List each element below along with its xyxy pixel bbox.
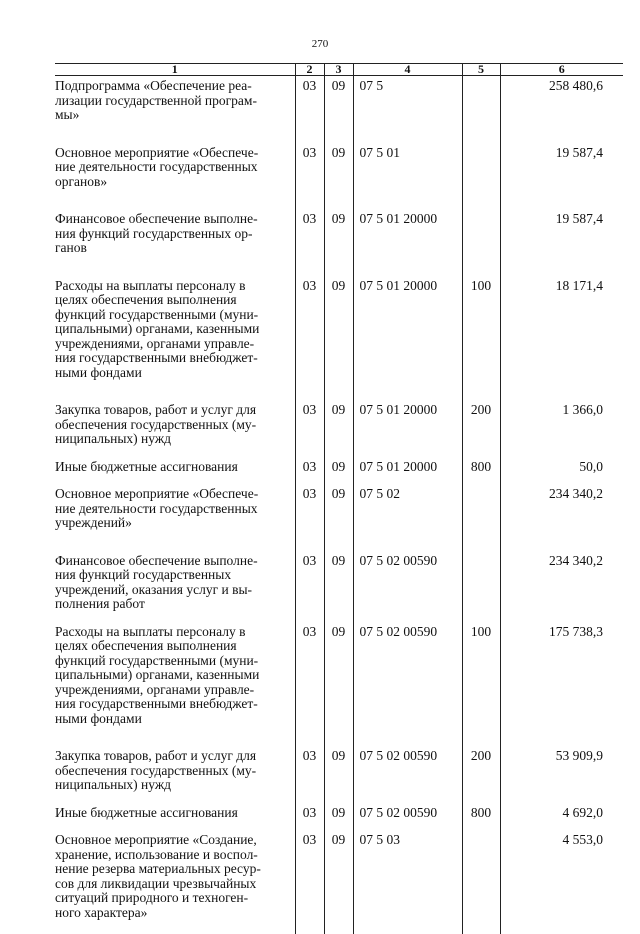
row-name-cell: Подпрограмма «Обеспечение реа- лизации государственной програм- мы» [55, 76, 295, 143]
row-section-cell: 03 [295, 622, 324, 747]
row-name-cell: Финансовое обеспечение выполне- ния функций государственных ор- ганов [55, 209, 295, 276]
row-amount-cell: 19 587,4 [500, 209, 623, 276]
row-target-article-cell: 07 5 02 00590 [353, 551, 462, 622]
row-subsection-cell: 09 [324, 622, 353, 747]
row-subsection-cell: 09 [324, 551, 353, 622]
row-expense-type-cell [462, 143, 500, 210]
row-amount-cell: 4 553,0 [500, 830, 623, 934]
row-expense-type-cell [462, 551, 500, 622]
row-section-cell: 03 [295, 143, 324, 210]
row-section-cell: 03 [295, 830, 324, 934]
table-row [55, 803, 623, 831]
table-row [55, 143, 623, 210]
row-expense-type-cell: 200 [462, 400, 500, 457]
row-amount-cell: 258 480,6 [500, 76, 623, 143]
row-section-cell: 03 [295, 551, 324, 622]
header-col-6: 6 [500, 64, 623, 76]
row-target-article-cell: 07 5 02 00590 [353, 622, 462, 747]
row-subsection-cell: 09 [324, 484, 353, 551]
row-name-cell: Закупка товаров, работ и услуг для обеспечения государственных (му- ниципальных) нужд [55, 746, 295, 803]
row-name-cell: Основное мероприятие «Создание, хранение, использование и воспол- нение резерва материальных ресур- сов для ликвидации чрезвычайных ситуаций природного и техноген- ного характера» [55, 830, 295, 934]
table-row [55, 400, 623, 457]
row-target-article-cell: 07 5 01 20000 [353, 276, 462, 401]
row-amount-cell: 50,0 [500, 457, 623, 485]
row-expense-type-cell [462, 76, 500, 143]
row-subsection-cell: 09 [324, 803, 353, 831]
row-section-cell: 03 [295, 76, 324, 143]
row-subsection-cell: 09 [324, 457, 353, 485]
table-row [55, 551, 623, 622]
row-target-article-cell: 07 5 03 [353, 830, 462, 934]
row-target-article-cell: 07 5 01 [353, 143, 462, 210]
row-amount-cell: 175 738,3 [500, 622, 623, 747]
header-col-2: 2 [295, 64, 324, 76]
row-target-article-cell: 07 5 01 20000 [353, 400, 462, 457]
row-name-cell: Иные бюджетные ассигнования [55, 803, 295, 831]
table-row [55, 76, 623, 143]
row-subsection-cell: 09 [324, 76, 353, 143]
row-name-cell: Основное мероприятие «Обеспече- ние деятельности государственных органов» [55, 143, 295, 210]
table-row [55, 209, 623, 276]
row-name-cell: Расходы на выплаты персоналу в целях обеспечения выполнения функций государственными (муни- ципальными) органами, казенными учреждениями, органами управле- ния государственными внебюджет- ными фондами [55, 276, 295, 401]
row-name-cell: Финансовое обеспечение выполне- ния функций государственных учреждений, оказания услуг и вы- полнения работ [55, 551, 295, 622]
row-amount-cell: 234 340,2 [500, 551, 623, 622]
row-subsection-cell: 09 [324, 400, 353, 457]
row-section-cell: 03 [295, 803, 324, 831]
row-section-cell: 03 [295, 400, 324, 457]
budget-table [55, 63, 623, 934]
row-amount-cell: 53 909,9 [500, 746, 623, 803]
table-row [55, 830, 623, 934]
table-row [55, 484, 623, 551]
table-row [55, 622, 623, 747]
row-target-article-cell: 07 5 02 00590 [353, 746, 462, 803]
row-subsection-cell: 09 [324, 143, 353, 210]
page-number: 270 [0, 38, 640, 50]
row-amount-cell: 4 692,0 [500, 803, 623, 831]
header-col-3: 3 [324, 64, 353, 76]
row-subsection-cell: 09 [324, 746, 353, 803]
row-expense-type-cell [462, 830, 500, 934]
row-target-article-cell: 07 5 02 [353, 484, 462, 551]
row-subsection-cell: 09 [324, 276, 353, 401]
table-header-row [55, 64, 623, 76]
table-row [55, 746, 623, 803]
row-expense-type-cell: 100 [462, 276, 500, 401]
row-name-cell: Расходы на выплаты персоналу в целях обеспечения выполнения функций государственными (муни- ципальными) органами, казенными учреждениями, органами управле- ния государственными внебюджет- ными фондами [55, 622, 295, 747]
row-amount-cell: 1 366,0 [500, 400, 623, 457]
row-target-article-cell: 07 5 [353, 76, 462, 143]
row-amount-cell: 234 340,2 [500, 484, 623, 551]
row-section-cell: 03 [295, 457, 324, 485]
row-name-cell: Закупка товаров, работ и услуг для обеспечения государственных (му- ниципальных) нужд [55, 400, 295, 457]
row-name-cell: Основное мероприятие «Обеспече- ние деятельности государственных учреждений» [55, 484, 295, 551]
row-target-article-cell: 07 5 02 00590 [353, 803, 462, 831]
row-expense-type-cell [462, 484, 500, 551]
row-target-article-cell: 07 5 01 20000 [353, 457, 462, 485]
row-name-cell: Иные бюджетные ассигнования [55, 457, 295, 485]
row-expense-type-cell: 800 [462, 803, 500, 831]
header-col-1: 1 [55, 64, 295, 76]
table-body [55, 76, 623, 934]
row-amount-cell: 19 587,4 [500, 143, 623, 210]
row-amount-cell: 18 171,4 [500, 276, 623, 401]
header-col-5: 5 [462, 64, 500, 76]
row-subsection-cell: 09 [324, 830, 353, 934]
table-row [55, 457, 623, 485]
row-expense-type-cell [462, 209, 500, 276]
row-section-cell: 03 [295, 484, 324, 551]
row-expense-type-cell: 100 [462, 622, 500, 747]
row-section-cell: 03 [295, 746, 324, 803]
row-expense-type-cell: 200 [462, 746, 500, 803]
row-section-cell: 03 [295, 276, 324, 401]
row-subsection-cell: 09 [324, 209, 353, 276]
header-col-4: 4 [353, 64, 462, 76]
row-section-cell: 03 [295, 209, 324, 276]
row-expense-type-cell: 800 [462, 457, 500, 485]
row-target-article-cell: 07 5 01 20000 [353, 209, 462, 276]
table-row [55, 276, 623, 401]
